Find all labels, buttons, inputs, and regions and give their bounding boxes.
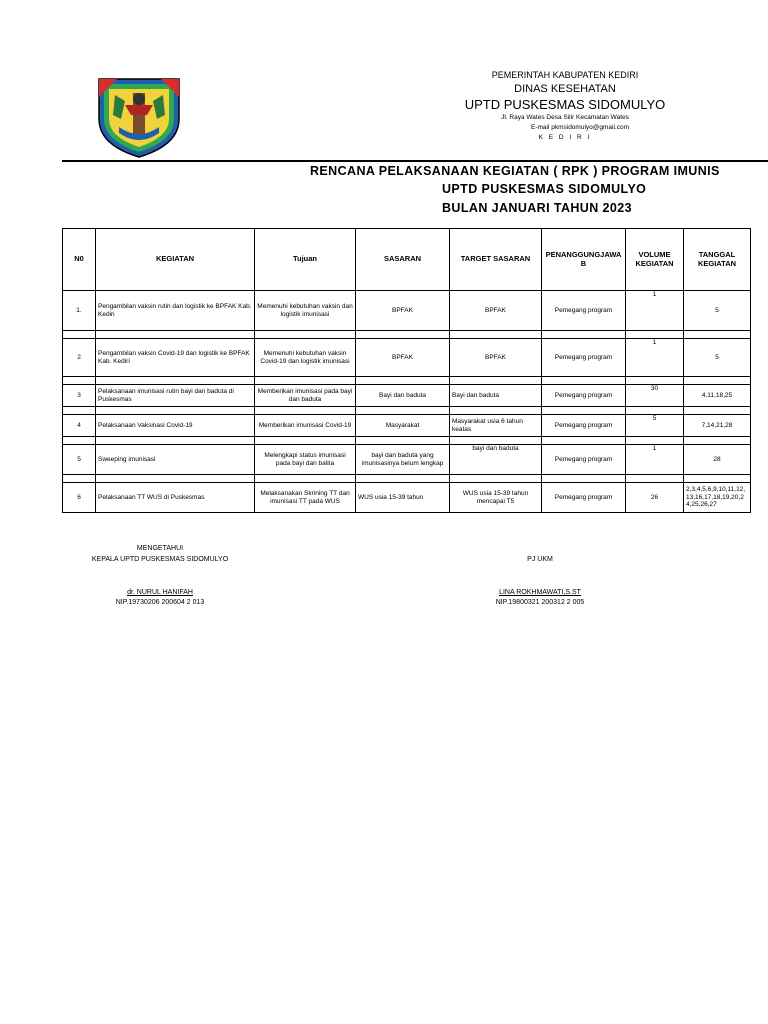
header-target: TARGET SASARAN: [450, 229, 542, 291]
header-divider: [62, 160, 768, 162]
table-row: [63, 385, 751, 407]
row-no: 3: [63, 385, 96, 407]
row-kegiatan: Pelaksanaan imunisasi rutin bayi dan baduta di Puskesmas: [96, 385, 255, 407]
row-sasaran: BPFAK: [356, 291, 450, 331]
row-tanggal: 5: [684, 339, 751, 377]
row-tujuan: Memenuhi kebutuhan vaksin dan logistik imunisasi: [255, 291, 356, 331]
table-spacer-row: [63, 407, 751, 415]
header-no: N0: [63, 229, 96, 291]
header-tujuan: Tujuan: [255, 229, 356, 291]
table-row: [63, 339, 751, 377]
table-spacer-row: [63, 475, 751, 483]
signature-right-name: LINA ROKHMAWATI,S.ST: [499, 589, 581, 596]
row-target: WUS usia 15-39 tahun mencapai T5: [450, 483, 542, 513]
row-pj: Pemegang program: [542, 291, 626, 331]
row-tujuan: Memenuhi kebutuhan vaksin Covid-19 dan logistik imunisasi: [255, 339, 356, 377]
header-institution: UPTD PUSKESMAS SIDOMULYO: [464, 97, 666, 112]
signature-left-position: KEPALA UPTD PUSKESMAS SIDOMULYO: [91, 556, 229, 563]
row-tanggal: 28: [684, 445, 751, 475]
signature-left-label: MENGETAHUI: [136, 545, 184, 552]
document-subtitle: UPTD PUSKESMAS SIDOMULYO: [442, 182, 647, 196]
row-kegiatan: Pelaksanaan TT WUS di Puskesmas: [96, 483, 255, 513]
table-header-row: [63, 229, 751, 291]
row-tujuan: Melengkapi status imunisasi pada bayi dan balita: [255, 445, 356, 475]
row-tujuan: Melaksanakan Skrining TT dan imunisasi TT pada WUS: [255, 483, 356, 513]
table-spacer-row: [63, 437, 751, 445]
table-spacer-row: [63, 331, 751, 339]
row-tanggal: 7,14,21,28: [684, 415, 751, 437]
row-tanggal: 2,3,4,5,6,9,10,11,12,13,16,17,18,19,20,24,25,26,27: [684, 483, 751, 513]
signature-left-nip: NIP.19730206 200604 2 013: [115, 599, 205, 606]
row-tujuan: Memberikan imunisasi pada bayi dan baduta: [255, 385, 356, 407]
document-period: BULAN JANUARI TAHUN 2023: [442, 201, 632, 215]
row-volume: 30: [626, 385, 684, 407]
row-pj: Pemegang program: [542, 339, 626, 377]
header-sasaran: SASARAN: [356, 229, 450, 291]
row-sasaran: bayi dan baduta yang imunisasinya belum lengkap: [356, 445, 450, 475]
row-volume: 5: [626, 415, 684, 437]
row-target: BPFAK: [450, 291, 542, 331]
row-tanggal: 4,11,18,25: [684, 385, 751, 407]
row-kegiatan: Pengambilan vaksin rutin dan logistik ke BPFAK Kab. Kediri: [96, 291, 255, 331]
row-pj: Pemegang program: [542, 483, 626, 513]
row-pj: Pemegang program: [542, 415, 626, 437]
row-no: 6: [63, 483, 96, 513]
row-tujuan: Memberikan imunisasi Covid-19: [255, 415, 356, 437]
row-kegiatan: Pengambilan vaksin Covid-19 dan logistik ke BPFAK Kab. Kediri: [96, 339, 255, 377]
header-penanggungjawab: PENANGGUNGJAWAB: [542, 229, 626, 291]
header-tanggal: TANGGAL KEGIATAN: [684, 229, 751, 291]
signature-left-name: dr. NURUL HANIFAH: [127, 589, 193, 596]
header-city: K E D I R I: [538, 134, 592, 141]
row-no: 5: [63, 445, 96, 475]
row-volume: 1: [626, 339, 684, 377]
table-row: [63, 415, 751, 437]
row-target: Masyarakat usia 6 tahun keatas: [450, 415, 542, 437]
row-no: 4: [63, 415, 96, 437]
header-department: DINAS KESEHATAN: [514, 83, 616, 95]
row-sasaran: WUS usia 15-39 tahun: [356, 483, 450, 513]
row-sasaran: BPFAK: [356, 339, 450, 377]
row-pj: Pemegang program: [542, 445, 626, 475]
table-spacer-row: [63, 377, 751, 385]
header-kegiatan: KEGIATAN: [96, 229, 255, 291]
signature-right-position: PJ UKM: [527, 556, 553, 563]
row-target: Bayi dan baduta: [450, 385, 542, 407]
row-volume: 1: [626, 445, 684, 475]
header-email: E-mail pkmsidomulyo@gmail.com: [531, 124, 629, 131]
row-volume: 1: [626, 291, 684, 331]
row-target: BPFAK: [450, 339, 542, 377]
document-title: RENCANA PELAKSANAAN KEGIATAN ( RPK ) PROGRAM IMUNIS: [310, 164, 720, 178]
row-sasaran: Masyarakat: [356, 415, 450, 437]
row-kegiatan: Sweeping imunisasi: [96, 445, 255, 475]
table-row: [63, 445, 751, 475]
row-tanggal: 5: [684, 291, 751, 331]
row-target: bayi dan baduta: [450, 445, 542, 475]
row-kegiatan: Pelaksanaan Vaksinasi Covid-19: [96, 415, 255, 437]
row-no: 1.: [63, 291, 96, 331]
header-volume: VOLUME KEGIATAN: [626, 229, 684, 291]
row-no: 2: [63, 339, 96, 377]
table-row: [63, 483, 751, 513]
row-pj: Pemegang program: [542, 385, 626, 407]
table-row: [63, 291, 751, 331]
row-volume: 26: [626, 483, 684, 513]
row-sasaran: Bayi dan baduta: [356, 385, 450, 407]
header-address: Jl. Raya Wates Desa Silir Kecamatan Wates: [501, 114, 629, 121]
activity-plan-table: [62, 228, 751, 513]
kediri-coat-of-arms-logo: [95, 75, 183, 159]
signature-right-nip: NIP.19800321 200312 2 005: [495, 599, 585, 606]
header-government: PEMERINTAH KABUPATEN KEDIRI: [491, 70, 639, 80]
